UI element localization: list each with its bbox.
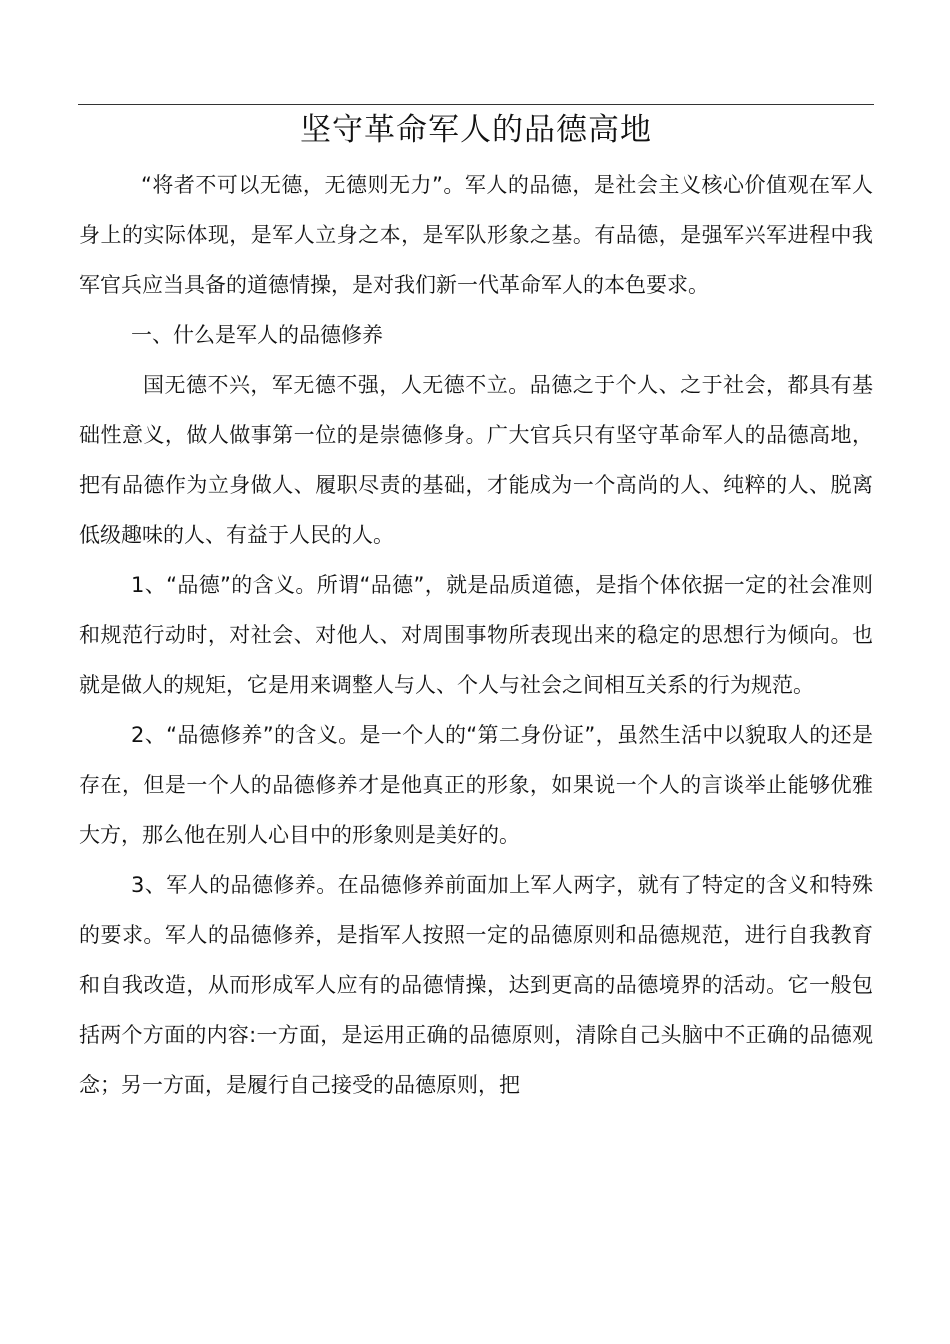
document-title: 坚守革命军人的品德高地 bbox=[300, 112, 652, 148]
section-heading-1: 一、什么是军人的品德修养 bbox=[131, 323, 383, 347]
paragraph-item-3: 3、军人的品德修养。在品德修养前面加上军人两字，就有了特定的含义和特殊的要求。军人的品德修养，是指军人按照一定的品德原则和品德规范，进行自我教育和自我改造，从而形成军人应有的品德情操，达到更高的品德境界的活动。它一般包括两个方面的内容:一方面，是运用正确的品德原则，清除自己头脑中不正确的品德观念；另一方面，是履行自己接受的品德原则，把 bbox=[79, 873, 873, 1097]
paragraph-1: 国无德不兴，军无德不强，人无德不立。品德之于个人、之于社会，都具有基础性意义，做人做事第一位的是崇德修身。广大官兵只有坚守革命军人的品德高地，把有品德作为立身做人、履职尽责的基础，才能成为一个高尚的人、纯粹的人、脱离低级趣味的人、有益于人民的人。 bbox=[79, 373, 873, 547]
document-body bbox=[79, 160, 873, 1110]
header-rule bbox=[78, 104, 874, 105]
paragraph-item-2: 2、“品德修养”的含义。是一个人的“第二身份证”，虽然生活中以貌取人的还是存在，但是一个人的品德修养才是他真正的形象，如果说一个人的言谈举止能够优雅大方，那么他在别人心目中的形象则是美好的。 bbox=[79, 723, 873, 847]
paragraph-intro: “将者不可以无德，无德则无力”。军人的品德，是社会主义核心价值观在军人身上的实际体现，是军人立身之本，是军队形象之基。有品德，是强军兴军进程中我军官兵应当具备的道德情操，是对我们新一代革命军人的本色要求。 bbox=[79, 173, 873, 297]
paragraph-item-1: 1、“品德”的含义。所谓“品德”，就是品质道德，是指个体依据一定的社会准则和规范行动时，对社会、对他人、对周围事物所表现出来的稳定的思想行为倾向。也就是做人的规矩，它是用来调整人与人、个人与社会之间相互关系的行为规范。 bbox=[79, 573, 873, 697]
